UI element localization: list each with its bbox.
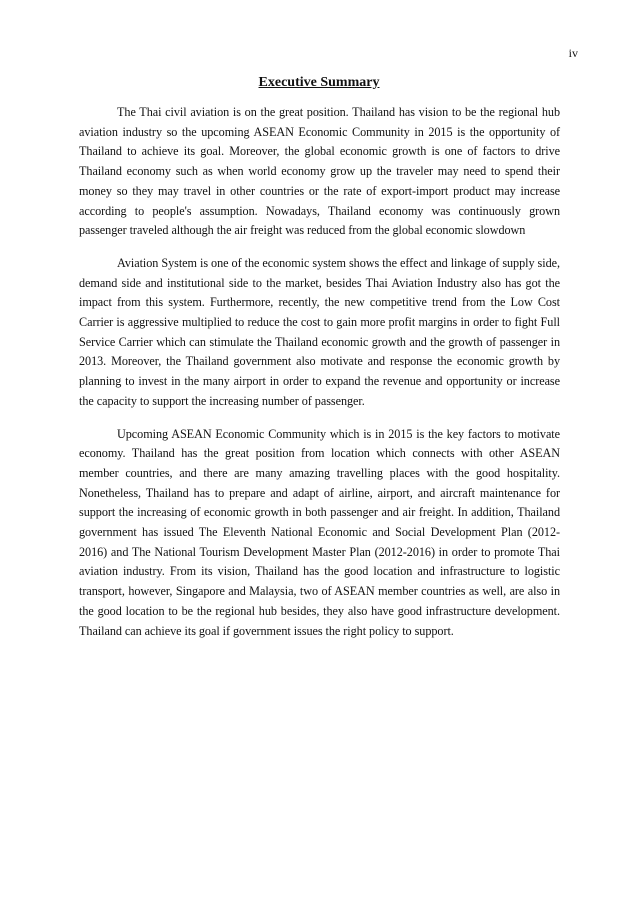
page-number: iv xyxy=(568,46,578,60)
paragraph-1: The Thai civil aviation is on the great position. Thailand has vision to be the regional hub aviation industry so the upcoming ASEAN Economic Community in 2015 is the opportunity of Thailand to achieve its goal. Moreover, the global economic growth is one of factors to drive Thailand economy such as when world economy grow up the traveler may need to spend their money so they may travel in other countries or the rate of export-import product may increase according to people's assumption. Nowadays, Thailand economy was continuously grown passenger traveled although the air freight was reduced from the global economic slowdown xyxy=(79,105,560,238)
page-title: Executive Summary xyxy=(258,75,380,90)
paragraph-3: Upcoming ASEAN Economic Community which is in 2015 is the key factors to motivate economy. Thailand has the great position from location which connects with other ASEAN member countries, and there are many amazing travelling places with the good hospitality. Nonetheless, Thailand has to prepare and adapt of airline, airport, and aircraft maintenance for support the increasing of economic growth in both passenger and air freight. In addition, Thailand government has issued The Eleventh National Economic and Social Development Plan (2012-2016) and The National Tourism Development Master Plan (2012-2016) in order to promote Thai aviation industry. From its vision, Thailand has the good location and infrastructure to logistic transport, however, Singapore and Malaysia, two of ASEAN member countries as well, are also in the good location to be the regional hub besides, they also have good infrastructure development. Thailand can achieve its goal if government issues the right policy to support. xyxy=(79,426,560,638)
body-text xyxy=(79,103,560,654)
paragraph-2: Aviation System is one of the economic system shows the effect and linkage of supply side, demand side and institutional side to the market, besides Thai Aviation Industry also has got the impact from this system. Furthermore, recently, the new competitive trend from the Low Cost Carrier is aggressive multiplied to reduce the cost to gain more profit margins in order to fight Full Service Carrier which can stimulate the Thailand economic growth and the growth of passenger in 2013. Moreover, the Thailand government also motivate and response the economic growth by planning to invest in the many airport in order to expand the revenue and opportunity or increase the capacity to support the increasing number of passenger. xyxy=(79,255,560,408)
